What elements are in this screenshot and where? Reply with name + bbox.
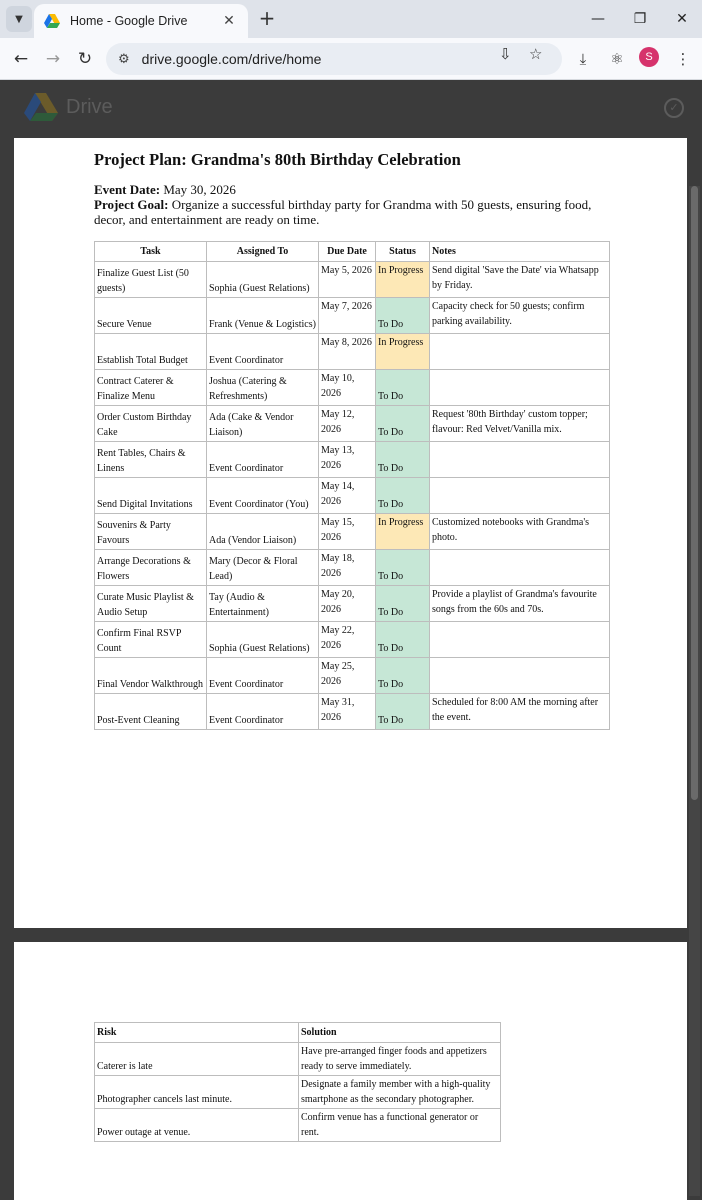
cell-due-text: May 13, 2026 [321,445,355,471]
cell-task-text: Souvenirs & Party Favours [97,520,171,546]
cell-assigned [207,370,319,406]
cell-task-text: Establish Total Budget [97,355,188,366]
cell-solution-text: Have pre-arranged finger foods and appetizers ready to serve immediately. [301,1046,487,1072]
risk-table [94,1022,501,1142]
close-window-icon[interactable]: ✕ [676,11,688,27]
cell-due-text: May 31, 2026 [321,697,355,723]
cell-status [376,514,430,550]
cell-notes [430,658,610,694]
cell-task [95,298,207,334]
cell-status [376,406,430,442]
cell-due [319,442,376,478]
table-row [95,586,610,622]
cell-task [95,694,207,730]
cell-notes [430,586,610,622]
install-icon[interactable]: ⇩ [499,45,512,63]
header-due-date: Due Date [319,242,376,262]
cell-task [95,514,207,550]
forward-icon[interactable]: → [45,49,61,69]
cell-due-text: May 8, 2026 [321,337,372,348]
cell-task-text: Arrange Decorations & Flowers [97,556,191,582]
cell-due-text: May 14, 2026 [321,481,355,507]
cell-due [319,586,376,622]
cell-task [95,370,207,406]
restore-icon[interactable]: ❐ [633,11,647,27]
header-solution: Solution [299,1023,501,1043]
table-row [95,298,610,334]
project-goal-label: Project Goal: [94,197,169,212]
header-risk: Risk [95,1023,299,1043]
cell-status-text: To Do [378,679,404,690]
table-row [95,694,610,730]
avatar[interactable]: S [639,47,659,67]
cell-due-text: May 22, 2026 [321,625,355,651]
cell-notes-text: Provide a playlist of Grandma's favourite songs from the 60s and 70s. [432,589,597,615]
document-page-2 [14,942,687,1200]
header-status: Status [376,242,430,262]
chevron-down-icon: ▼ [15,13,23,25]
table-row [95,1076,501,1109]
cell-assigned-text: Ada (Cake & Vendor Liaison) [209,412,294,438]
cell-assigned [207,334,319,370]
cell-assigned-text: Event Coordinator [209,679,284,690]
cell-status [376,334,430,370]
cell-task-text: Post-Event Cleaning [97,715,180,726]
cell-status-text: To Do [378,643,404,654]
cell-notes-text: Customized notebooks with Grandma's photo. [432,517,590,543]
cell-assigned [207,298,319,334]
table-row [95,1043,501,1076]
cell-status [376,586,430,622]
cell-assigned [207,262,319,298]
cell-due-text: May 10, 2026 [321,373,355,399]
minimize-icon[interactable]: — [591,11,605,27]
cell-due [319,298,376,334]
reload-icon[interactable]: ↻ [77,49,93,69]
cell-assigned [207,694,319,730]
drive-logo [24,92,58,122]
cell-solution-text: Designate a family member with a high-quality smartphone as the secondary photographer. [301,1079,491,1105]
header-assigned-to: Assigned To [207,242,319,262]
cell-assigned-text: Tay (Audio & Entertainment) [209,592,269,618]
table-row [95,622,610,658]
url-text: drive.google.com/drive/home [141,51,322,67]
cell-status [376,478,430,514]
cell-risk [95,1076,299,1109]
cell-due-text: May 5, 2026 [321,265,372,276]
table-row [95,1109,501,1142]
cell-task [95,478,207,514]
cell-due-text: May 18, 2026 [321,553,355,579]
table-row [95,442,610,478]
cell-solution-text: Confirm venue has a functional generator or rent. [301,1112,479,1138]
cell-task [95,622,207,658]
cell-due [319,334,376,370]
check-circle-icon[interactable]: ✓ [664,98,684,118]
document-title: Project Plan: Grandma's 80th Birthday Celebration [94,150,461,169]
cell-status-text: To Do [378,571,404,582]
plan-table-header [95,242,610,262]
back-icon[interactable]: ← [13,49,29,69]
cell-due-text: May 15, 2026 [321,517,355,543]
cell-risk [95,1043,299,1076]
cell-due-text: May 20, 2026 [321,589,355,615]
event-date-line [94,182,614,197]
download-icon[interactable]: ⤓ [579,50,587,68]
cell-solution [299,1043,501,1076]
cell-status-text: To Do [378,499,404,510]
cell-status-text: To Do [378,427,404,438]
cell-notes [430,694,610,730]
cell-assigned [207,478,319,514]
document-meta [94,182,614,227]
cell-assigned-text: Event Coordinator (You) [209,499,309,510]
tab-strip [0,0,702,38]
cell-due [319,622,376,658]
cell-assigned-text: Frank (Venue & Logistics) [209,319,316,330]
cell-status [376,622,430,658]
cell-solution [299,1076,501,1109]
cell-task [95,262,207,298]
plan-table [94,241,610,730]
cell-risk-text: Photographer cancels last minute. [97,1094,232,1105]
table-row [95,262,610,298]
cell-notes-text: Scheduled for 8:00 AM the morning after the event. [432,697,599,723]
cell-assigned [207,622,319,658]
cell-due-text: May 7, 2026 [321,301,372,312]
cell-assigned [207,514,319,550]
cell-due [319,478,376,514]
cell-assigned-text: Sophia (Guest Relations) [209,643,310,654]
cell-due-text: May 25, 2026 [321,661,355,687]
cell-notes [430,262,610,298]
extension-icon[interactable]: ⚛ [610,50,624,68]
project-goal-line [94,197,614,227]
tab-google-drive[interactable] [34,4,248,38]
table-row [95,514,610,550]
cell-notes [430,478,610,514]
table-row [95,478,610,514]
table-row [95,370,610,406]
cell-task [95,334,207,370]
document-page-1 [14,138,687,928]
cell-status-text: In Progress [378,265,424,276]
cell-task-text: Contract Caterer & Finalize Menu [97,376,174,402]
drive-favicon [44,13,60,29]
plus-icon[interactable]: + [258,6,276,30]
cell-task [95,586,207,622]
cell-assigned-text: Joshua (Catering & Refreshments) [209,376,287,402]
cell-assigned-text: Event Coordinator [209,463,284,474]
table-row [95,658,610,694]
cell-assigned [207,586,319,622]
cell-status-text: To Do [378,715,404,726]
cell-notes [430,298,610,334]
cell-status-text: To Do [378,607,404,618]
risk-table-header [95,1023,501,1043]
cell-due [319,550,376,586]
cell-task [95,658,207,694]
cell-due [319,514,376,550]
cell-task-text: Send Digital Invitations [97,499,193,510]
cell-notes-text: Request '80th Birthday' custom topper; flavour: Red Velvet/Vanilla mix. [432,409,588,435]
event-date-label: Event Date: [94,182,161,197]
cell-notes [430,370,610,406]
more-icon[interactable]: ⋮ [675,50,691,68]
cell-notes-text: Capacity check for 50 guests; confirm parking availability. [432,301,585,327]
cell-status-text: To Do [378,391,404,402]
cell-due-text: May 12, 2026 [321,409,355,435]
cell-risk-text: Caterer is late [97,1061,153,1072]
cell-assigned [207,550,319,586]
cell-notes [430,550,610,586]
event-date-value: May 30, 2026 [163,182,236,197]
cell-task-text: Finalize Guest List (50 guests) [97,268,189,294]
cell-task-text: Rent Tables, Chairs & Linens [97,448,186,474]
cell-status [376,262,430,298]
cell-due [319,658,376,694]
cell-status [376,370,430,406]
scrollbar-thumb[interactable] [691,186,698,800]
table-row [95,334,610,370]
cell-status [376,658,430,694]
header-notes: Notes [430,242,610,262]
cell-assigned-text: Sophia (Guest Relations) [209,283,310,294]
table-row [95,406,610,442]
address-bar[interactable] [106,43,562,75]
cell-status [376,442,430,478]
cell-status-text: To Do [378,319,404,330]
cell-risk-text: Power outage at venue. [97,1127,191,1138]
drive-app-name: Drive [66,96,113,118]
cell-status [376,694,430,730]
cell-status-text: In Progress [378,517,424,528]
cell-task-text: Curate Music Playlist & Audio Setup [97,592,194,618]
cell-status [376,550,430,586]
star-icon[interactable]: ☆ [529,45,543,63]
cell-status-text: In Progress [378,337,424,348]
cell-solution [299,1109,501,1142]
cell-notes [430,442,610,478]
cell-task [95,406,207,442]
project-goal-value: Organize a successful birthday party for Grandma with 50 guests, ensuring food, decor, and entertainment are ready on time. [94,197,592,227]
header-task: Task [95,242,207,262]
cell-task-text: Confirm Final RSVP Count [97,628,182,654]
cell-assigned-text: Mary (Decor & Floral Lead) [209,556,298,582]
cell-task [95,550,207,586]
cell-due [319,694,376,730]
cell-risk [95,1109,299,1142]
cell-task-text: Secure Venue [97,319,152,330]
cell-notes-text: Send digital 'Save the Date' via Whatsapp by Friday. [432,265,599,291]
cell-status [376,298,430,334]
cell-notes [430,514,610,550]
close-icon[interactable]: ✕ [223,13,235,29]
browser-toolbar [0,38,702,80]
site-info-icon[interactable]: ⚙ [118,51,130,67]
cell-notes [430,334,610,370]
cell-assigned [207,442,319,478]
cell-assigned-text: Event Coordinator [209,355,284,366]
cell-task-text: Final Vendor Walkthrough [97,679,204,690]
cell-status-text: To Do [378,463,404,474]
cell-task-text: Order Custom Birthday Cake [97,412,192,438]
cell-assigned-text: Event Coordinator [209,715,284,726]
cell-due [319,370,376,406]
cell-notes [430,406,610,442]
tab-search-button[interactable] [6,6,32,32]
cell-notes [430,622,610,658]
cell-task [95,442,207,478]
cell-assigned-text: Ada (Vendor Liaison) [209,535,297,546]
cell-due [319,262,376,298]
cell-assigned [207,406,319,442]
table-row [95,550,610,586]
tab-title: Home - Google Drive [70,14,188,28]
cell-due [319,406,376,442]
cell-assigned [207,658,319,694]
